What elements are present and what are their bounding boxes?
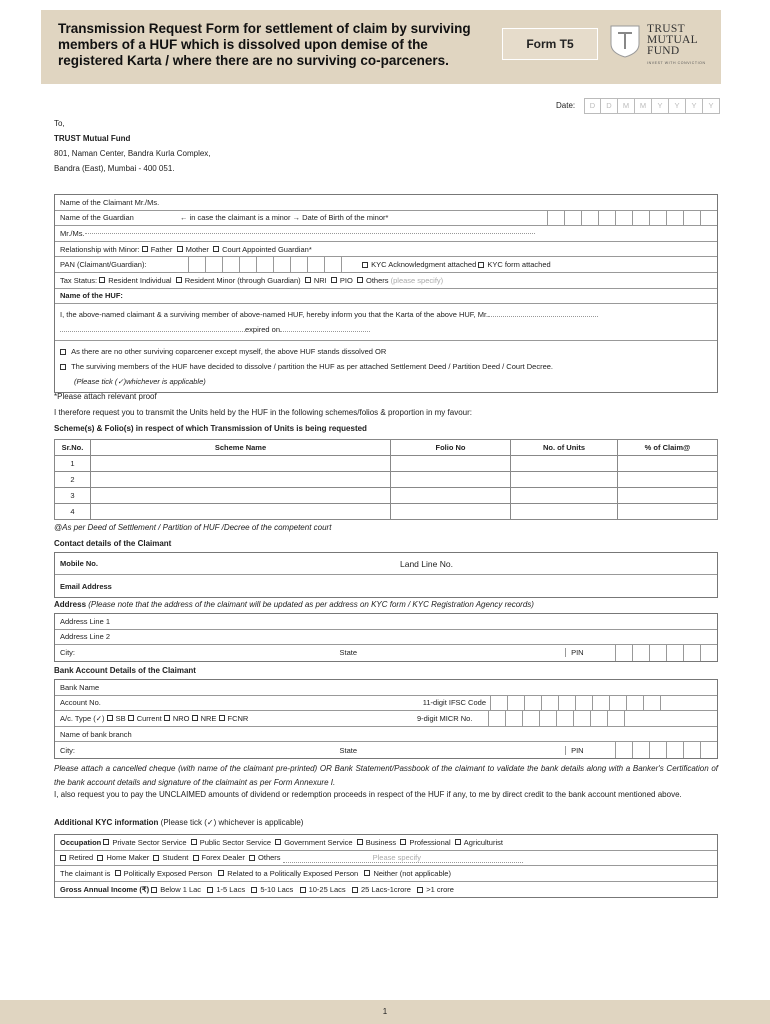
attach-note: *Please attach relevant proof (54, 392, 157, 401)
date-cell[interactable]: M (618, 98, 635, 114)
income-row: Gross Annual Income (₹) Below 1 Lac 1-5 Lacs 5-10 Lacs 10-25 Lacs 25 Lacs-1crore >1 crore (60, 885, 454, 895)
address-to: To, (54, 119, 65, 128)
dob-cells[interactable] (547, 211, 717, 226)
bank-name-row[interactable]: Bank Name (55, 680, 717, 696)
form-title: Transmission Request Form for settlement of claim by surviving members of a HUF which is dissolved upon demise of the registered Karta / where there are no surviving co-parceners. (58, 21, 471, 68)
bank-section (54, 679, 718, 759)
date-cell[interactable]: D (584, 98, 601, 114)
table-row: 1 (55, 456, 718, 472)
schemes-title: Scheme(s) & Folio(s) in respect of which Transmission of Units is being requested (54, 424, 367, 433)
checkbox[interactable] (176, 277, 182, 283)
trust-logo (607, 23, 717, 71)
address-line2-row[interactable]: Address Line 2 (55, 630, 717, 646)
date-cell[interactable]: Y (652, 98, 669, 114)
dissolve-options: As there are no other surviving coparcener except myself, the above HUF stands dissolved OR The surviving members of the HUF have decided to dissolve / partition the HUF as per attached Settlement Deed / Partition Deed / Court Decree. (Please tick (✓)whichever is applicable) (55, 341, 717, 392)
bank-title: Bank Account Details of the Claimant (54, 666, 196, 675)
email-row[interactable]: Email Address (60, 581, 112, 591)
pin-cells[interactable] (615, 645, 717, 661)
cheque-note: Please attach a cancelled cheque (with name of the claimant pre-printed) OR Bank Statement/Passbook of the claimant to validate the bank details along with a Banker's Certification of the bank account details and signature of the claimaint as per Form Annexure I. (54, 764, 718, 787)
checkbox[interactable] (331, 277, 337, 283)
table-header: Sr.No. Scheme Name Folio No No. of Units % of Claim@ (55, 440, 718, 456)
guardian-row[interactable]: Name of the Guardian ← in case the claimant is a minor → Date of Birth of the minor* (55, 211, 717, 227)
date-cell[interactable]: M (635, 98, 652, 114)
checkbox[interactable] (362, 262, 368, 268)
account-row[interactable]: Account No. 11-digit IFSC Code (55, 696, 717, 712)
date-input[interactable] (584, 98, 720, 114)
form-code-badge: Form T5 (502, 28, 598, 60)
checkbox[interactable] (142, 246, 148, 252)
city-row[interactable]: City: State PIN (55, 645, 717, 661)
page-number: 1 (382, 1007, 388, 1016)
date-label: Date: (556, 101, 576, 110)
mobile-row[interactable]: Mobile No. Land Line No. (55, 553, 717, 575)
checkbox[interactable] (357, 277, 363, 283)
page-footer (0, 1000, 770, 1024)
checkbox[interactable] (177, 246, 183, 252)
contact-section (54, 552, 718, 598)
address-line1: 801, Naman Center, Bandra Kurla Complex, (54, 149, 211, 158)
address-line2: Bandra (East), Mumbai - 400 051. (54, 164, 175, 173)
occupation-row: Occupation Private Sector Service Public Sector Service Government Service Business Professional Agriculturist (55, 835, 717, 851)
pan-row: PAN (Claimant/Guardian): KYC Acknowledgment attached KYC form attached (55, 257, 717, 273)
date-cell[interactable]: Y (686, 98, 703, 114)
date-cell[interactable]: Y (703, 98, 720, 114)
checkbox[interactable] (478, 262, 484, 268)
ifsc-cells[interactable] (490, 696, 677, 711)
bank-city-row[interactable]: City: State PIN (55, 742, 717, 758)
branch-row[interactable]: Name of bank branch (55, 727, 717, 743)
table-row: 4 (55, 504, 718, 520)
pep-row: The claimant is Politically Exposed Person Related to a Politically Exposed Person Neither (not applicable) (55, 866, 717, 882)
logo-text: TRUST MUTUAL FUND (647, 23, 698, 57)
huf-row[interactable]: Name of the HUF: (55, 289, 717, 305)
pan-cells[interactable] (188, 257, 358, 272)
scheme-table (54, 439, 718, 520)
claimant-name-row[interactable]: Name of the Claimant Mr./Ms. (55, 195, 717, 211)
kyc-title: Additional KYC information (Please tick (✓) whichever is applicable) (54, 818, 304, 827)
checkbox[interactable] (60, 349, 66, 355)
request-text: I therefore request you to transmit the Units held by the HUF in the following schemes/folios & proportion in my favour: (54, 408, 472, 417)
claimant-section (54, 194, 718, 393)
micr-cells[interactable] (488, 711, 641, 726)
contact-title: Contact details of the Claimant (54, 539, 172, 548)
address-name: TRUST Mutual Fund (54, 134, 131, 143)
account-type-row: A/c. Type (✓) SB Current NRO NRE FCNR 9-digit MICR No. (55, 711, 717, 727)
table-row: 2 (55, 472, 718, 488)
address-title: Address (Please note that the address of the claimant will be updated as per address on KYC form / KYC Registration Agency records) (54, 600, 534, 609)
unclaimed-text: I, also request you to pay the UNCLAIMED amounts of dividend or redemption proceeds in respect of the HUF if any, to me by direct credit to the bank account mentioned above. (54, 790, 682, 799)
date-cell[interactable]: D (601, 98, 618, 114)
occupation-row-2: Retired Home Maker Student Forex Dealer Others Please specify (55, 851, 717, 867)
karta-para: I, the above-named claimant & a surviving member of above-named HUF, hereby inform you that the Karta of the above HUF, Mr. expired on (55, 304, 717, 341)
logo-shield-icon (607, 23, 643, 59)
logo-tagline: INVEST WITH CONVICTION (647, 61, 706, 65)
table-row: 3 (55, 488, 718, 504)
deed-note: @As per Deed of Settlement / Partition of HUF /Decree of the competent court (54, 523, 332, 532)
header-band (41, 10, 721, 84)
address-section (54, 613, 718, 662)
mrms-row[interactable]: Mr./Ms. (55, 226, 717, 242)
checkbox[interactable] (305, 277, 311, 283)
checkbox[interactable] (99, 277, 105, 283)
date-cell[interactable]: Y (669, 98, 686, 114)
relationship-row: Relationship with Minor: Father Mother Court Appointed Guardian* (55, 242, 717, 258)
checkbox[interactable] (60, 364, 66, 370)
address-line1-row[interactable]: Address Line 1 (55, 614, 717, 630)
checkbox[interactable] (213, 246, 219, 252)
tax-status-row: Tax Status: Resident Individual Resident Minor (through Guardian) NRI PIO Others (please specify) (55, 273, 717, 289)
kyc-section (54, 834, 718, 898)
